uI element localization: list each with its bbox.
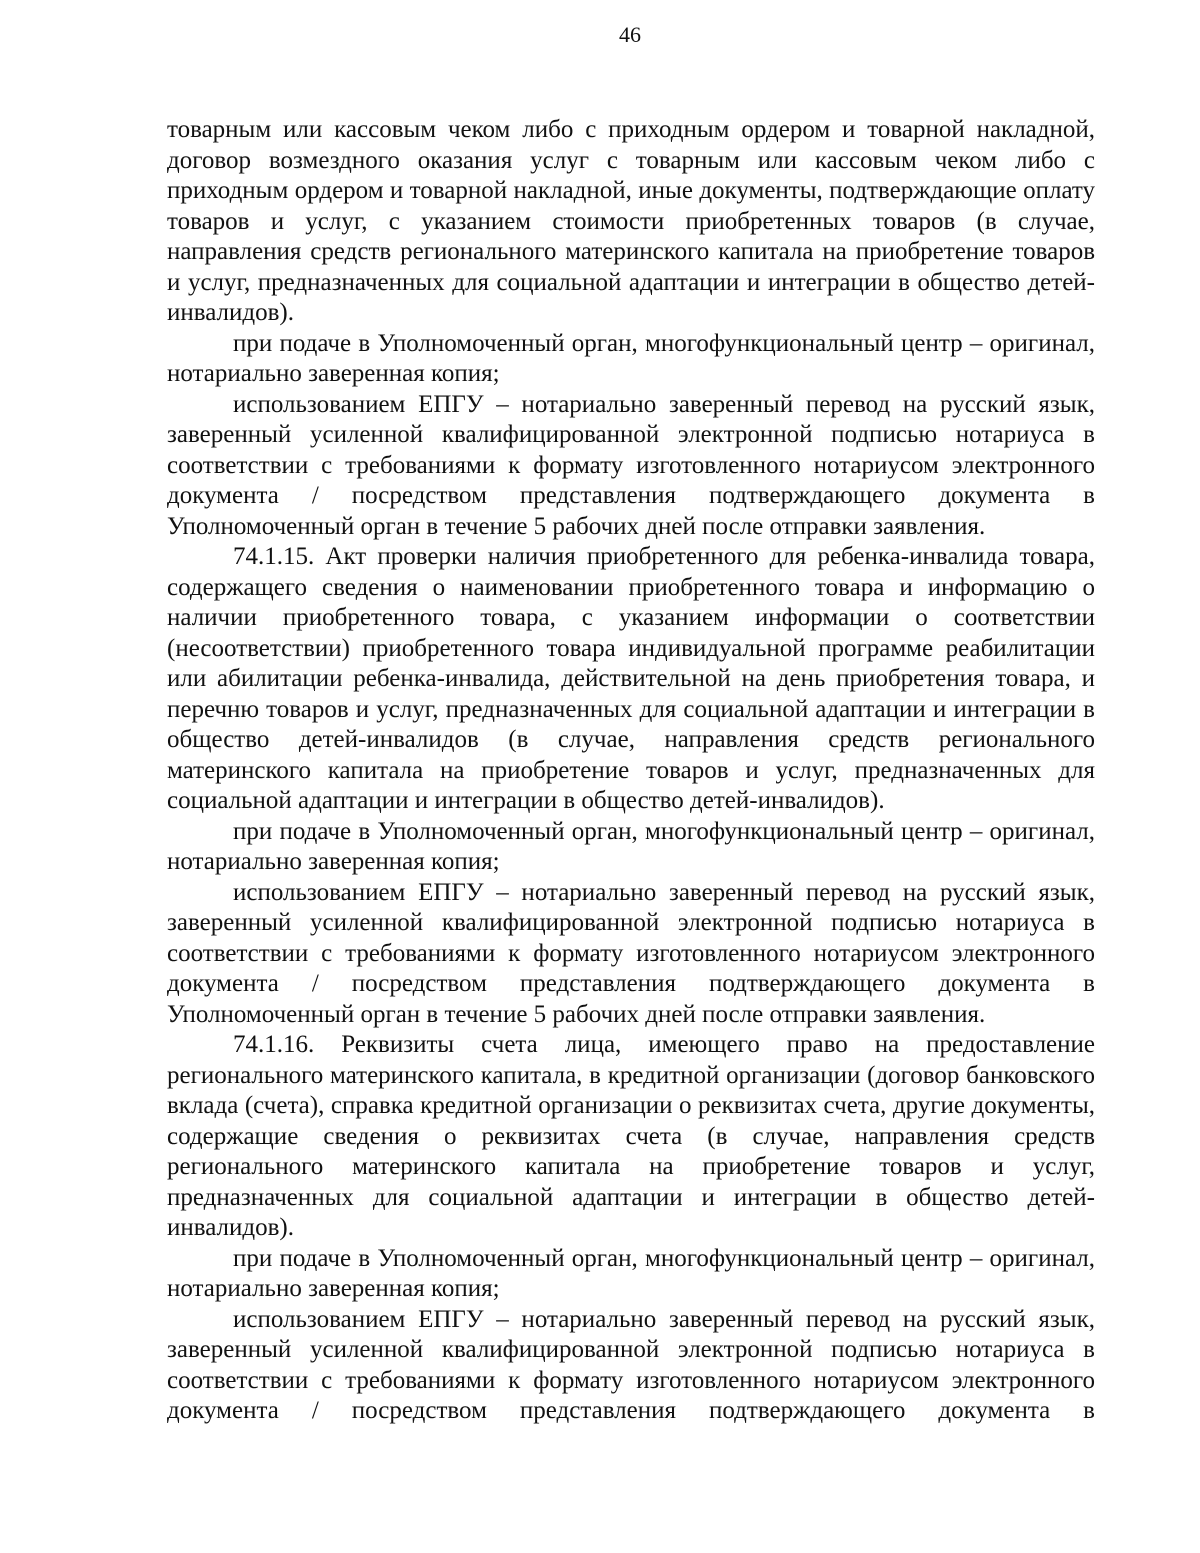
paragraph-submission-epgu-1: использованием ЕПГУ – нотариально заверенный перевод на русский язык, заверенный усиленной квалифицированной электронной подписью нотариуса в соответствии с требованиями к формату изготовленного нотариусом электронного документа / посредством представления подтверждающего документа в Уполномоченный орган в течение 5 рабочих дней после отправки заявления. [167,390,1095,540]
paragraph-submission-epgu-2: использованием ЕПГУ – нотариально заверенный перевод на русский язык, заверенный усиленной квалифицированной электронной подписью нотариуса в соответствии с требованиями к формату изготовленного нотариусом электронного документа / посредством представления подтверждающего документа в Уполномоченный орган в течение 5 рабочих дней после отправки заявления. [167,878,1095,1028]
paragraph-item-74-1-16: 74.1.16. Реквизиты счета лица, имеющего право на предоставление регионального материнского капитала, в кредитной организации (договор банковского вклада (счета), справка кредитной организации о реквизитах счета, другие документы, содержащие сведения о реквизитах счета (в случае, направления средств регионального материнского капитала на приобретение товаров и услуг, предназначенных для социальной адаптации и интеграции в общество детей-инвалидов). [167,1031,1095,1241]
page-number: 46 [619,22,641,47]
document-body [167,115,1095,1427]
paragraph-submission-office-1: при подаче в Уполномоченный орган, многофункциональный центр – оригинал, нотариально заверенная копия; [167,329,1095,387]
paragraph-submission-office-3: при подаче в Уполномоченный орган, многофункциональный центр – оригинал, нотариально заверенная копия; [167,1244,1095,1302]
paragraph-item-74-1-15: 74.1.15. Акт проверки наличия приобретенного для ребенка-инвалида товара, содержащего сведения о наименовании приобретенного товара и информацию о наличии приобретенного товара, с указанием информации о соответствии (несоответствии) приобретенного товара индивидуальной программе реабилитации или абилитации ребенка-инвалида, действительной на день приобретения товара, и перечню товаров и услуг, предназначенных для социальной адаптации и интеграции в общество детей-инвалидов (в случае, направления средств регионального материнского капитала на приобретение товаров и услуг, предназначенных для социальной адаптации и интеграции в общество детей-инвалидов). [167,543,1095,814]
paragraph-submission-epgu-3: использованием ЕПГУ – нотариально заверенный перевод на русский язык, заверенный усиленной квалифицированной электронной подписью нотариуса в соответствии с требованиями к формату изготовленного нотариусом электронного документа / посредством представления подтверждающего документа в [167,1305,1095,1424]
paragraph-submission-office-2: при подаче в Уполномоченный орган, многофункциональный центр – оригинал, нотариально заверенная копия; [167,817,1095,875]
paragraph-goods-payment-documents: товарным или кассовым чеком либо с приходным ордером и товарной накладной, договор возмездного оказания услуг с товарным или кассовым чеком либо с приходным ордером и товарной накладной, иные документы, подтверждающие оплату товаров и услуг, с указанием стоимости приобретенных товаров (в случае, направления средств регионального материнского капитала на приобретение товаров и услуг, предназначенных для социальной адаптации и интеграции в общество детей-инвалидов). [167,116,1095,326]
